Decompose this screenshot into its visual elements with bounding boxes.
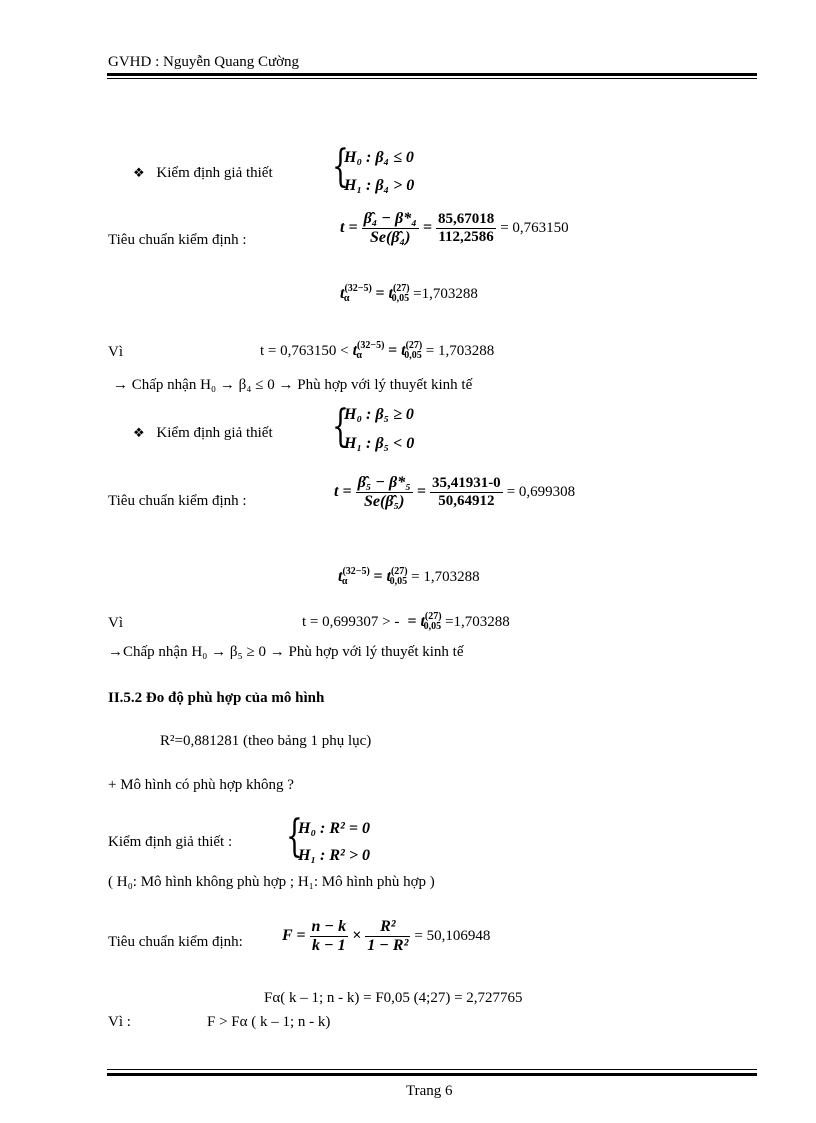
left-brace-icon: { (332, 401, 349, 452)
h1-beta4: H₁ : β₄ > 0 (344, 177, 415, 194)
header-rule-thick (107, 73, 757, 76)
because-expression-1: $t = 0,763150 < t^{(32-5)}_\alpha = t^{(27)}_{0,05} = 1,703288$ (260, 340, 495, 361)
fraction-symbolic-2: $\frac{\text{β̂₅ − β*₅}}{\text{Se(β̂₅)}}$ (357, 474, 411, 510)
fraction-nk: $\frac{n - k}{k - 1}$ (311, 918, 347, 954)
footer-rule-thin (107, 1069, 757, 1070)
r-squared: R²=0,881281 (theo bảng 1 phụ lục) (160, 733, 372, 749)
left-brace-icon: { (286, 811, 303, 862)
h0-beta4: H₀ : β₄ ≤ 0 (344, 149, 414, 166)
criterion-label-3: Tiêu chuẩn kiểm định: (108, 934, 243, 950)
because-label-2: Vì (108, 615, 123, 631)
conclusion-1: → Chấp nhận H₀ → β₄ ≤ 0 → Phù hợp với lý thuyết kinh tế (113, 377, 473, 393)
bullet-icon: ❖ (133, 426, 145, 441)
f-compare: F > Fα ( k – 1; n - k) (207, 1014, 331, 1030)
hypothesis-test-1 (133, 165, 273, 182)
fraction-r2: $\frac{\text{R²}}{\text{1 − R²}}$ (367, 918, 409, 954)
hypothesis-note: ( H₀: Mô hình không phù hợp ; H₁: Mô hình phù hợp ) (108, 874, 435, 890)
fraction-numeric-1: $\frac{85,67018}{112,2586}$ (437, 211, 495, 245)
left-brace-icon: { (332, 141, 349, 192)
model-fit-question: + Mô hình có phù hợp không ? (108, 777, 294, 793)
conclusion-2: →Chấp nhận H₀ → β₅ ≥ 0 → Phù hợp với lý thuyết kinh tế (108, 644, 464, 660)
h0-r2: H₀ : R² = 0 (298, 820, 370, 837)
f-statistic: F = $\frac{n - k}{k - 1}$ × $\frac{\text{R²}}{\text{1 − R²}}$ = 50,106948 (282, 918, 491, 954)
t-critical-1: $t^{(32-5)}_\alpha = t^{(27)}_{0,05} =1,703288$ (340, 283, 478, 304)
section-heading: II.5.2 Đo độ phù hợp của mô hình (108, 690, 325, 706)
fraction-symbolic-1: $\frac{\text{β̂₄ − β*₄}}{\text{Se(β̂₄)}}$ (363, 210, 417, 246)
fraction-numeric-2: $\frac{35,41931-0}{50,64912}$ (431, 475, 501, 509)
criterion-label-2: Tiêu chuẩn kiểm định : (108, 493, 247, 509)
h1-beta5: H₁ : β₅ < 0 (344, 435, 415, 452)
t-critical-2: $t^{(32-5)}_\alpha = t^{(27)}_{0,05} = 1,703288$ (338, 566, 480, 587)
because-label-1: Vì (108, 344, 123, 360)
because-expression-2: t = 0,699307 > - = $t^{(27)}_{0,05} =1,703288$ (302, 611, 510, 632)
bullet-icon: ❖ (133, 166, 145, 181)
header-rule-thin (107, 78, 757, 79)
h0-beta5: H₀ : β₅ ≥ 0 (344, 406, 414, 423)
criterion-label-1: Tiêu chuẩn kiểm định : (108, 232, 247, 248)
page-number: Trang 6 (406, 1083, 453, 1099)
footer-rule-thick (107, 1073, 757, 1076)
hypothesis-label: Kiểm định giả thiết (156, 425, 273, 441)
t-statistic-2: t = $\frac{\text{β̂₅ − β*₅}}{\text{Se(β̂₅)}}$ = $\frac{35,41931-0}{50,64912}$ = 0,699308 (334, 474, 576, 510)
hypothesis-label-3: Kiểm định giả thiết : (108, 834, 233, 850)
hypothesis-label: Kiểm định giả thiết (156, 165, 273, 181)
header-supervisor: GVHD : Nguyễn Quang Cường (108, 54, 300, 70)
h1-r2: H₁ : R² > 0 (298, 847, 370, 864)
t-statistic-1: t = $\frac{\text{β̂₄ − β*₄}}{\text{Se(β̂₄)}}$ = $\frac{85,67018}{112,2586}$ = 0,763150 (340, 210, 569, 246)
because-label-3: Vì : (108, 1014, 131, 1030)
hypothesis-test-2 (133, 425, 273, 442)
f-critical: Fα( k – 1; n - k) = F0,05 (4;27) = 2,727765 (264, 990, 523, 1006)
